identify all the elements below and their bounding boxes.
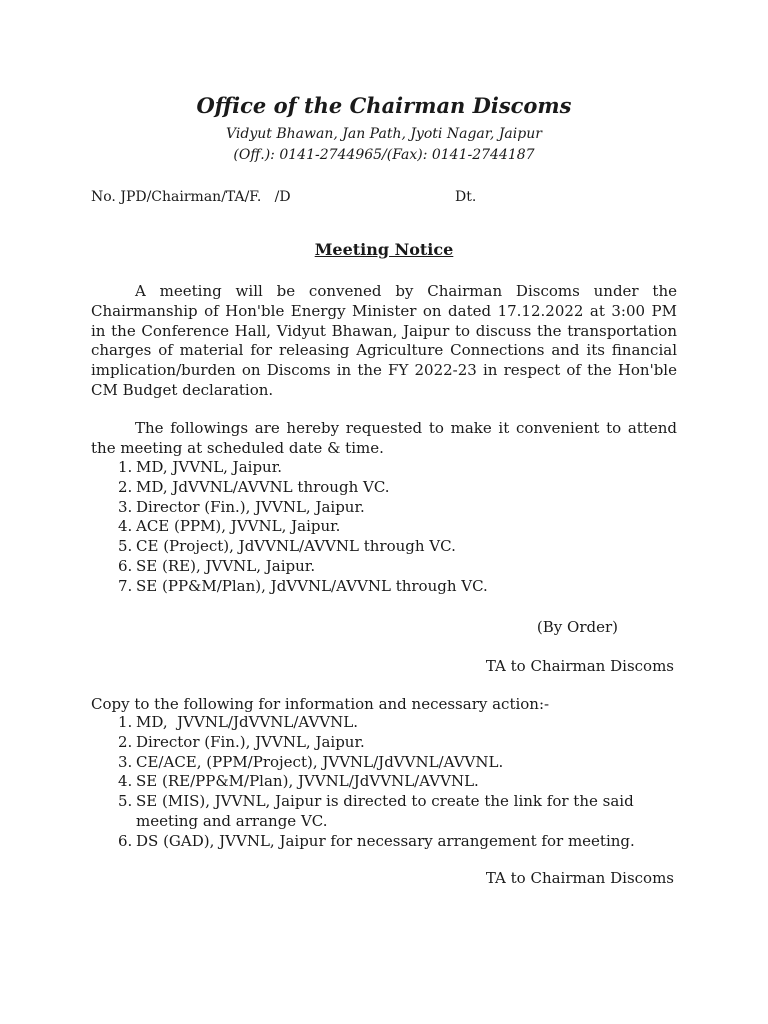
notice-title: Meeting Notice: [314, 240, 454, 259]
reference-line: [91, 187, 681, 207]
copy-intro: Copy to the following for information and necessary action:-: [91, 695, 550, 713]
office-contact: (Off.): 0141-2744965/(Fax): 0141-2744187: [233, 147, 535, 163]
copy-item: 1. MD, JVVNL/JdVVNL/AVVNL.: [118, 713, 358, 731]
attendee-item: 6. SE (RE), JVVNL, Jaipur.: [118, 556, 316, 575]
meeting-paragraph: A meeting will be convened by Chairman Discoms under the Chairmanship of Hon'ble Energy Minister on dated 17.12.2022 at 3:00 PM in the Conference Hall, Vidyut Bhawan, Jaipur to discuss the transportation charges of material for releasing Agriculture Connections and its financial implication/burden on Discoms in the FY 2022-23 in respect of the Hon'ble CM Budget declaration.: [91, 282, 677, 399]
copy-item: 3. CE/ACE, (PPM/Project), JVVNL/JdVVNL/AVVNL.: [118, 752, 504, 771]
signatory-line-1: TA to Chairman Discoms: [485, 657, 674, 675]
office-title: Office of the Chairman Discoms: [196, 93, 572, 118]
attendee-item: 2. MD, JdVVNL/AVVNL through VC.: [118, 477, 390, 496]
attendee-item: 4. ACE (PPM), JVVNL, Jaipur.: [118, 517, 341, 536]
request-paragraph: The followings are hereby requested to make it convenient to attend the meeting at scheduled date & time.: [91, 419, 677, 457]
copy-item: 2. Director (Fin.), JVVNL, Jaipur.: [118, 732, 365, 751]
copy-item: 6. DS (GAD), JVVNL, Jaipur for necessary arrangement for meeting.: [118, 831, 635, 850]
reference-number: No. JPD/Chairman/TA/F. /D: [91, 189, 291, 205]
attendee-list: [91, 458, 681, 597]
by-order-label: (By Order): [536, 618, 618, 636]
reference-date-label: Dt.: [455, 189, 477, 205]
attendee-item: 5. CE (Project), JdVVNL/AVVNL through VC.: [118, 537, 456, 556]
signatory-line-2: TA to Chairman Discoms: [485, 869, 674, 887]
copy-item: 4. SE (RE/PP&M/Plan), JVVNL/JdVVNL/AVVNL.: [118, 772, 479, 791]
copy-item: 5. SE (MIS), JVVNL, Jaipur is directed to create the link for the said meeting and arrange VC.: [118, 792, 634, 830]
copy-list: [91, 713, 681, 852]
attendee-item: 3. Director (Fin.), JVVNL, Jaipur.: [118, 497, 365, 516]
attendee-item: 1. MD, JVVNL, Jaipur.: [118, 458, 282, 476]
attendee-item: 7. SE (PP&M/Plan), JdVVNL/AVVNL through VC.: [118, 576, 488, 595]
office-address: Vidyut Bhawan, Jan Path, Jyoti Nagar, Jaipur: [226, 126, 542, 142]
